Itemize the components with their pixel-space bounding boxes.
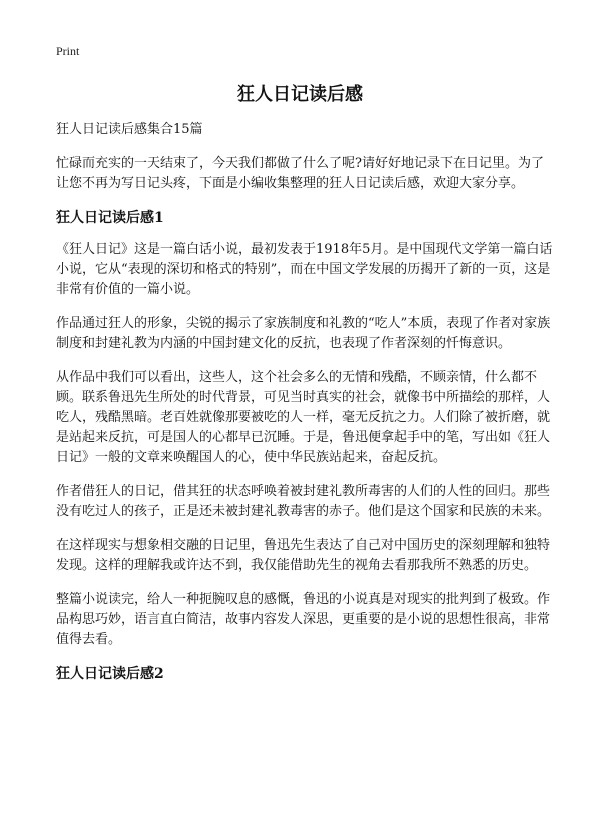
page-title: 狂人日记读后感 bbox=[237, 84, 363, 105]
section-heading-2: 狂人日记读后感2 bbox=[56, 666, 164, 682]
paragraph: 从作品中我们可以看出，这些人，这个社会多么的无情和残酷，不顾亲情，什么都不顾。联系鲁迅先生所处的时代背景，可见当时真实的社会，就像书中所描绘的那样，人吃人，残酷黑暗。老百姓就像那要被吃的人一样，毫无反抗之力。人们除了被折磨，就是站起来反抗，可是国人的心都早已沉睡。于是，鲁迅便拿起手中的笔，写出如《狂人日记》一般的文章来唤醒国人的心，使中华民族站起来，奋起反抗。 bbox=[56, 370, 551, 465]
document-subtitle: 狂人日记读后感集合15篇 bbox=[56, 122, 203, 137]
paragraph: 在这样现实与想象相交融的日记里，鲁迅先生表达了自己对中国历史的深刻理解和独特发现。这样的理解我或许达不到，我仅能借助先生的视角去看那我所不熟悉的历史。 bbox=[56, 538, 551, 573]
print-link[interactable]: Print bbox=[56, 44, 80, 58]
intro-paragraph: 忙碌而充实的一天结束了，今天我们都做了什么了呢?请好好地记录下在日记里。为了让您不再为写日记头疼，下面是小编收集整理的狂人日记读后感，欢迎大家分享。 bbox=[56, 156, 544, 191]
paragraph: 整篇小说读完，给人一种扼腕叹息的感慨，鲁迅的小说真是对现实的批判到了极致。作品构思巧妙，语言直白简洁，故事内容发人深思，更重要的是小说的思想性很高，非常值得去看。 bbox=[56, 592, 551, 647]
paragraph: 作者借狂人的日记，借其狂的状态呼唤着被封建礼教所毒害的人们的人性的回归。那些没有吃过人的孩子，正是还未被封建礼教毒害的赤子。他们是这个国家和民族的未来。 bbox=[56, 484, 551, 519]
paragraph: 作品通过狂人的形象，尖锐的揭示了家族制度和礼教的“吃人”本质，表现了作者对家族制度和封建礼教为内涵的中国封建文化的反抗，也表现了作者深刻的忏悔意识。 bbox=[56, 316, 551, 351]
document-body bbox=[56, 120, 556, 696]
paragraph: 《狂人日记》这是一篇白话小说，最初发表于1918年5月。是中国现代文学第一篇白话小说，它从“表现的深切和格式的特别”，而在中国文学发展的历揭开了新的一页，这是非常有价值的一篇小说。 bbox=[56, 242, 553, 297]
section-heading-1: 狂人日记读后感1 bbox=[56, 210, 164, 226]
